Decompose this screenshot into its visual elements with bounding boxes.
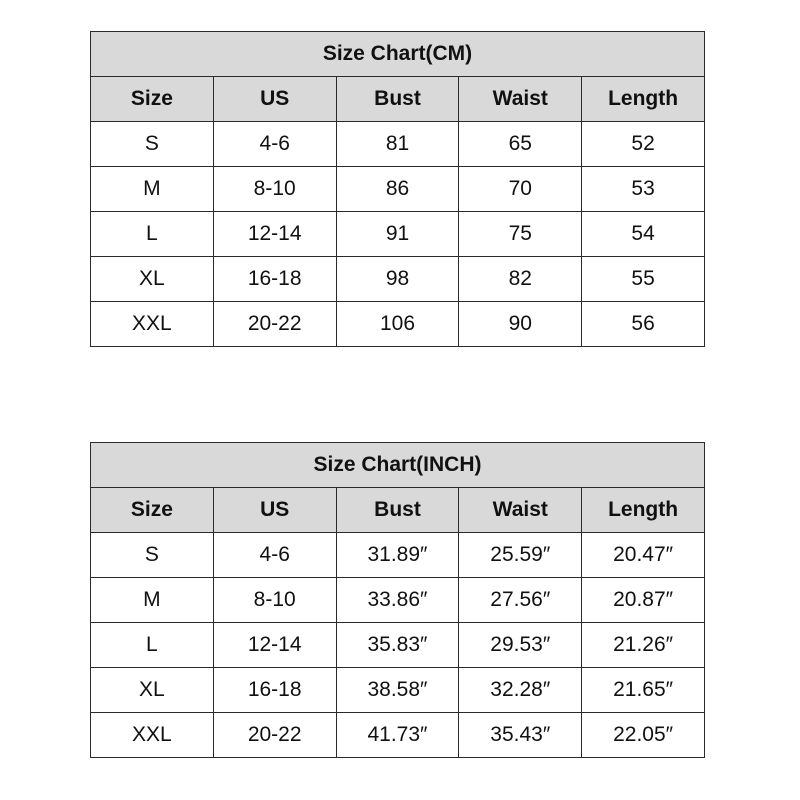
table-cell: 27.56″	[459, 578, 582, 623]
table-cell: 29.53″	[459, 623, 582, 668]
table-title: Size Chart(CM)	[91, 32, 705, 77]
table-title-row	[91, 443, 705, 488]
column-header-waist: Waist	[459, 488, 582, 533]
table-cell: 22.05″	[582, 713, 705, 758]
table-cell: 35.43″	[459, 713, 582, 758]
table-title: Size Chart(INCH)	[91, 443, 705, 488]
table-cell: 4-6	[213, 533, 336, 578]
table-cell: 12-14	[213, 623, 336, 668]
table-header-row	[91, 77, 705, 122]
table-cell: M	[91, 167, 214, 212]
table-cell: 16-18	[213, 668, 336, 713]
table-row	[91, 257, 705, 302]
column-header-bust: Bust	[336, 488, 459, 533]
table-row	[91, 533, 705, 578]
table-cell: 20-22	[213, 302, 336, 347]
table-row	[91, 623, 705, 668]
column-header-length: Length	[582, 77, 705, 122]
table-cell: XXL	[91, 302, 214, 347]
table-cell: 65	[459, 122, 582, 167]
table-row	[91, 668, 705, 713]
table-cell: 90	[459, 302, 582, 347]
table-cell: 12-14	[213, 212, 336, 257]
table-cell: 54	[582, 212, 705, 257]
column-header-waist: Waist	[459, 77, 582, 122]
table-cell: XL	[91, 257, 214, 302]
table-cell: XXL	[91, 713, 214, 758]
table-cell: 8-10	[213, 167, 336, 212]
table-header-row	[91, 488, 705, 533]
table-row	[91, 122, 705, 167]
column-header-bust: Bust	[336, 77, 459, 122]
column-header-size: Size	[91, 488, 214, 533]
table-cell: 16-18	[213, 257, 336, 302]
table-cell: 56	[582, 302, 705, 347]
table-cell: 20.47″	[582, 533, 705, 578]
table-cell: 35.83″	[336, 623, 459, 668]
table-cell: 41.73″	[336, 713, 459, 758]
column-header-us: US	[213, 488, 336, 533]
table-cell: 33.86″	[336, 578, 459, 623]
table-cell: 21.26″	[582, 623, 705, 668]
table-cell: 81	[336, 122, 459, 167]
table-cell: L	[91, 623, 214, 668]
table-cell: 8-10	[213, 578, 336, 623]
table-cell: 75	[459, 212, 582, 257]
table-row	[91, 302, 705, 347]
table-cell: XL	[91, 668, 214, 713]
size-chart-cm-table	[90, 31, 705, 347]
table-cell: 32.28″	[459, 668, 582, 713]
table-cell: 31.89″	[336, 533, 459, 578]
table-cell: 55	[582, 257, 705, 302]
table-cell: 53	[582, 167, 705, 212]
table-cell: 38.58″	[336, 668, 459, 713]
table-cell: 25.59″	[459, 533, 582, 578]
column-header-size: Size	[91, 77, 214, 122]
table-cell: 20-22	[213, 713, 336, 758]
table-row	[91, 167, 705, 212]
table-cell: S	[91, 533, 214, 578]
table-cell: 52	[582, 122, 705, 167]
table-cell: 106	[336, 302, 459, 347]
table-cell: 86	[336, 167, 459, 212]
size-chart-inch-table	[90, 442, 705, 758]
table-cell: 91	[336, 212, 459, 257]
table-row	[91, 578, 705, 623]
table-cell: M	[91, 578, 214, 623]
table-row	[91, 713, 705, 758]
table-row	[91, 212, 705, 257]
table-cell: 98	[336, 257, 459, 302]
table-cell: 4-6	[213, 122, 336, 167]
table-cell: 21.65″	[582, 668, 705, 713]
table-cell: 20.87″	[582, 578, 705, 623]
table-cell: 82	[459, 257, 582, 302]
column-header-length: Length	[582, 488, 705, 533]
table-cell: S	[91, 122, 214, 167]
column-header-us: US	[213, 77, 336, 122]
table-cell: L	[91, 212, 214, 257]
table-cell: 70	[459, 167, 582, 212]
table-title-row	[91, 32, 705, 77]
